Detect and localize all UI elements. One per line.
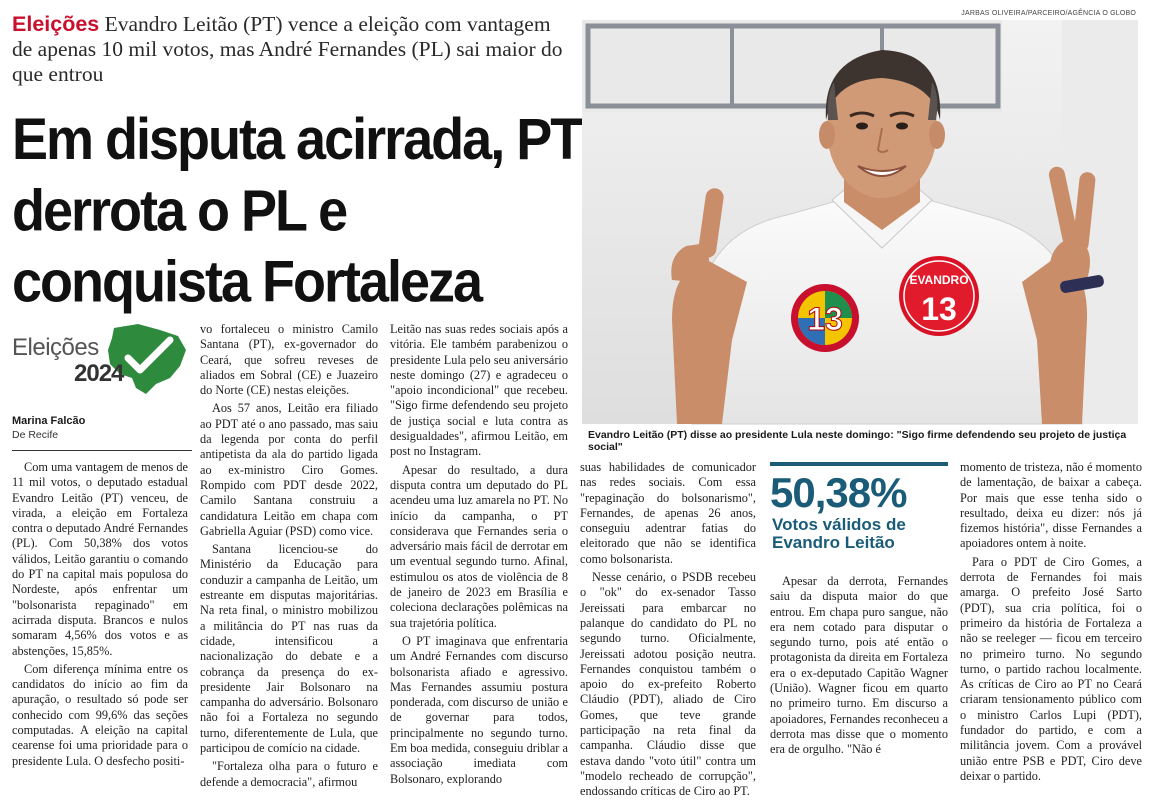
byline-location: De Recife bbox=[12, 429, 59, 441]
section-tag: Eleições bbox=[12, 12, 100, 36]
photo-caption: Evandro Leitão (PT) disse ao presidente Lula neste domingo: "Sigo firme defendendo seu projeto de justiça social" bbox=[588, 429, 1127, 453]
article-column-2 bbox=[200, 322, 378, 793]
paragraph: Com diferença mínima entre os candidatos do início ao fim da apuração, o resultado só pode ser conhecido com 99,6% das seções computadas. A eleição na capital cearense foi uma prioridade para o presidente Lula. O desfecho positi- bbox=[12, 661, 188, 768]
logo-year: 2024 bbox=[74, 360, 124, 387]
kicker bbox=[12, 12, 572, 87]
article-column-5 bbox=[770, 574, 948, 761]
paragraph: Santana licenciou-se do Ministério da Educação para conduzir a campanha de Leitão, um estreante em disputas majoritárias. Na reta final, o ministro mobilizou a militância do PT nas ruas da cidade, intensificou a nacionalização do debate e a cobrança da presença do ex-presidente Jair Bolsonaro na campanha do adversário. Bolsonaro não foi a Fortaleza no segundo turno, diferentemente de Lula, que participou de comício na cidade. bbox=[200, 542, 378, 756]
callout-bar bbox=[770, 462, 948, 466]
badge-number-right: 13 bbox=[921, 291, 957, 327]
byline bbox=[12, 415, 182, 441]
callout-value: 50,38% bbox=[770, 469, 907, 516]
paragraph: momento de tristeza, não é momento de lamentação, de baixar a cabeça. Por mais que esse tenha sido o resultado, deixa eu dizer: nós já fizemos história", disse Fernandes a apoiadores ontem à noite. bbox=[960, 460, 1142, 551]
callout-label: Votos válidos de Evandro Leitão bbox=[772, 515, 906, 552]
paragraph: suas habilidades de comunicador nas redes sociais. Com essa "repaginação do bolsonarismo", Fernandes, de apenas 26 anos, conseguiu adentrar fatias do eleitorado que não se identifica como bolsonarista. bbox=[580, 460, 756, 566]
paragraph: Nesse cenário, o PSDB recebeu o "ok" do ex-senador Tasso Jereissati para embarcar no palanque do candidato do PL no segundo turno. Oficialmente, Jereissati adotou posição neutra. Fernandes conquistou também o apoio do ex-prefeito Roberto Cláudio (PDT), aliado de Ciro Gomes, que teve grande participação na reta final da campanha. Cláudio disse que estava dando "voto útil" contra um "modelo recheado de corrupção", endossando críticas de Ciro ao PT. bbox=[580, 570, 756, 799]
article-column-3 bbox=[390, 322, 568, 790]
badge-name: EVANDRO bbox=[909, 273, 969, 287]
byline-divider bbox=[12, 450, 192, 451]
paragraph: O PT imaginava que enfrentaria um André Fernandes com discurso bolsonarista afiado e agressivo. Mas Fernandes assumiu postura ponderada, com discurso de união e de governar para todos, principalmente no segundo turno. Em boa medida, conseguiu driblar a associação imediata com Bolsonaro, explorando bbox=[390, 633, 568, 786]
logo-word: Eleições bbox=[12, 334, 99, 361]
paragraph: Apesar do resultado, a dura disputa contra um deputado do PL acendeu uma luz amarela no PT. No início da campanha, o PT considerava que Fernandes seria o adversário mais fácil de derrotar em um eventual segundo turno. Afinal, estimulou os atos de violência de 8 de janeiro de 2023 em Brasília e coleciona declarações polêmicas na sua trajetória política. bbox=[390, 462, 568, 630]
paragraph: "Fortaleza olha para o futuro e defende a democracia", afirmou bbox=[200, 759, 378, 789]
article-column-4 bbox=[580, 460, 756, 803]
paragraph: Aos 57 anos, Leitão era filiado ao PDT até o ano passado, mas saiu da legenda por conta do perfil antipetista da ala do partido ligada ao ex-ministro Ciro Gomes. Rompido com PDT desde 2022, Camilo Santana construiu a candidatura Leitão em chapa com Gabriella Aguiar (PSD) como vice. bbox=[200, 401, 378, 538]
campaign-badge-left bbox=[791, 284, 859, 352]
paragraph: Leitão nas suas redes sociais após a vitória. Ele também parabenizou o presidente Lula pelo seu aniversário neste domingo (27) e agradeceu o "apoio incondicional" que recebeu. "Sigo firme defendendo seu projeto de justiça social e luta contra as desigualdades", afirmou Leitão, em post no Instagram. bbox=[390, 322, 568, 459]
paragraph: Para o PDT de Ciro Gomes, a derrota de Fernandes foi mais amarga. O prefeito José Sarto (PDT), sua cria política, foi o primeiro da história de Fortaleza a não se reeleger — ficou em terceiro no primeiro turno. No segundo turno, o partido rachou localmente. As críticas de Ciro ao PT no Ceará criaram tensionamento público com o ministro Carlos Lupi (PDT), fundador do partido, e com a militância jovem. Com a provável união entre PSB e PDT, Ciro deve deixar o partido. bbox=[960, 554, 1142, 783]
campaign-badge-right bbox=[899, 256, 979, 336]
paragraph: Apesar da derrota, Fernandes saiu da disputa maior do que entrou. Em chapa puro sangue, não era nem cotado para disputar o segundo turno, pois até então o protagonista da direita em Fortaleza era o ex-deputado Capitão Wagner (União). Wagner ficou em quarto no primeiro turno. Em discurso a apoiadores, Fernandes reconheceu a derrota mas disse que o momento era de orgulho. "Não é bbox=[770, 574, 948, 757]
byline-author: Marina Falcão bbox=[12, 415, 86, 427]
candidate-photo-illustration bbox=[582, 20, 1138, 424]
headline: Em disputa acirrada, PT derrota o PL e conquista Fortaleza bbox=[12, 107, 582, 315]
article-column-1 bbox=[12, 460, 188, 772]
stat-callout bbox=[770, 462, 948, 554]
elections-logo bbox=[10, 322, 190, 397]
paragraph: Com uma vantagem de menos de 11 mil votos, o deputado estadual Evandro Leitão (PT) venceu, de virada, a eleição em Fortaleza contra o deputado André Fernandes (PL). Com 50,38% dos votos válidos, Leitão garantiu o comando do PT na capital mais populosa do Nordeste, após enfrentar um "bolsonarista repaginado" em acirrada disputa. Brancos e nulos somaram 4,56% dos votos e as abstenções, 15,85%. bbox=[12, 460, 188, 658]
candidate-photo bbox=[582, 20, 1138, 424]
kicker-text: Evandro Leitão (PT) vence a eleição com vantagem de apenas 10 mil votos, mas André Fernandes (PL) sai maior do que entrou bbox=[12, 12, 563, 86]
paragraph: vo fortaleceu o ministro Camilo Santana (PT), ex-governador do Ceará, que sofreu reveses de aliados em Sobral (CE) e Juazeiro do Norte (CE) nestas eleições. bbox=[200, 322, 378, 398]
photo-credit: JARBAS OLIVEIRA/PARCEIRO/AGÊNCIA O GLOBO bbox=[961, 10, 1136, 17]
article-column-6 bbox=[960, 460, 1142, 787]
badge-number-left: 13 bbox=[807, 301, 843, 337]
